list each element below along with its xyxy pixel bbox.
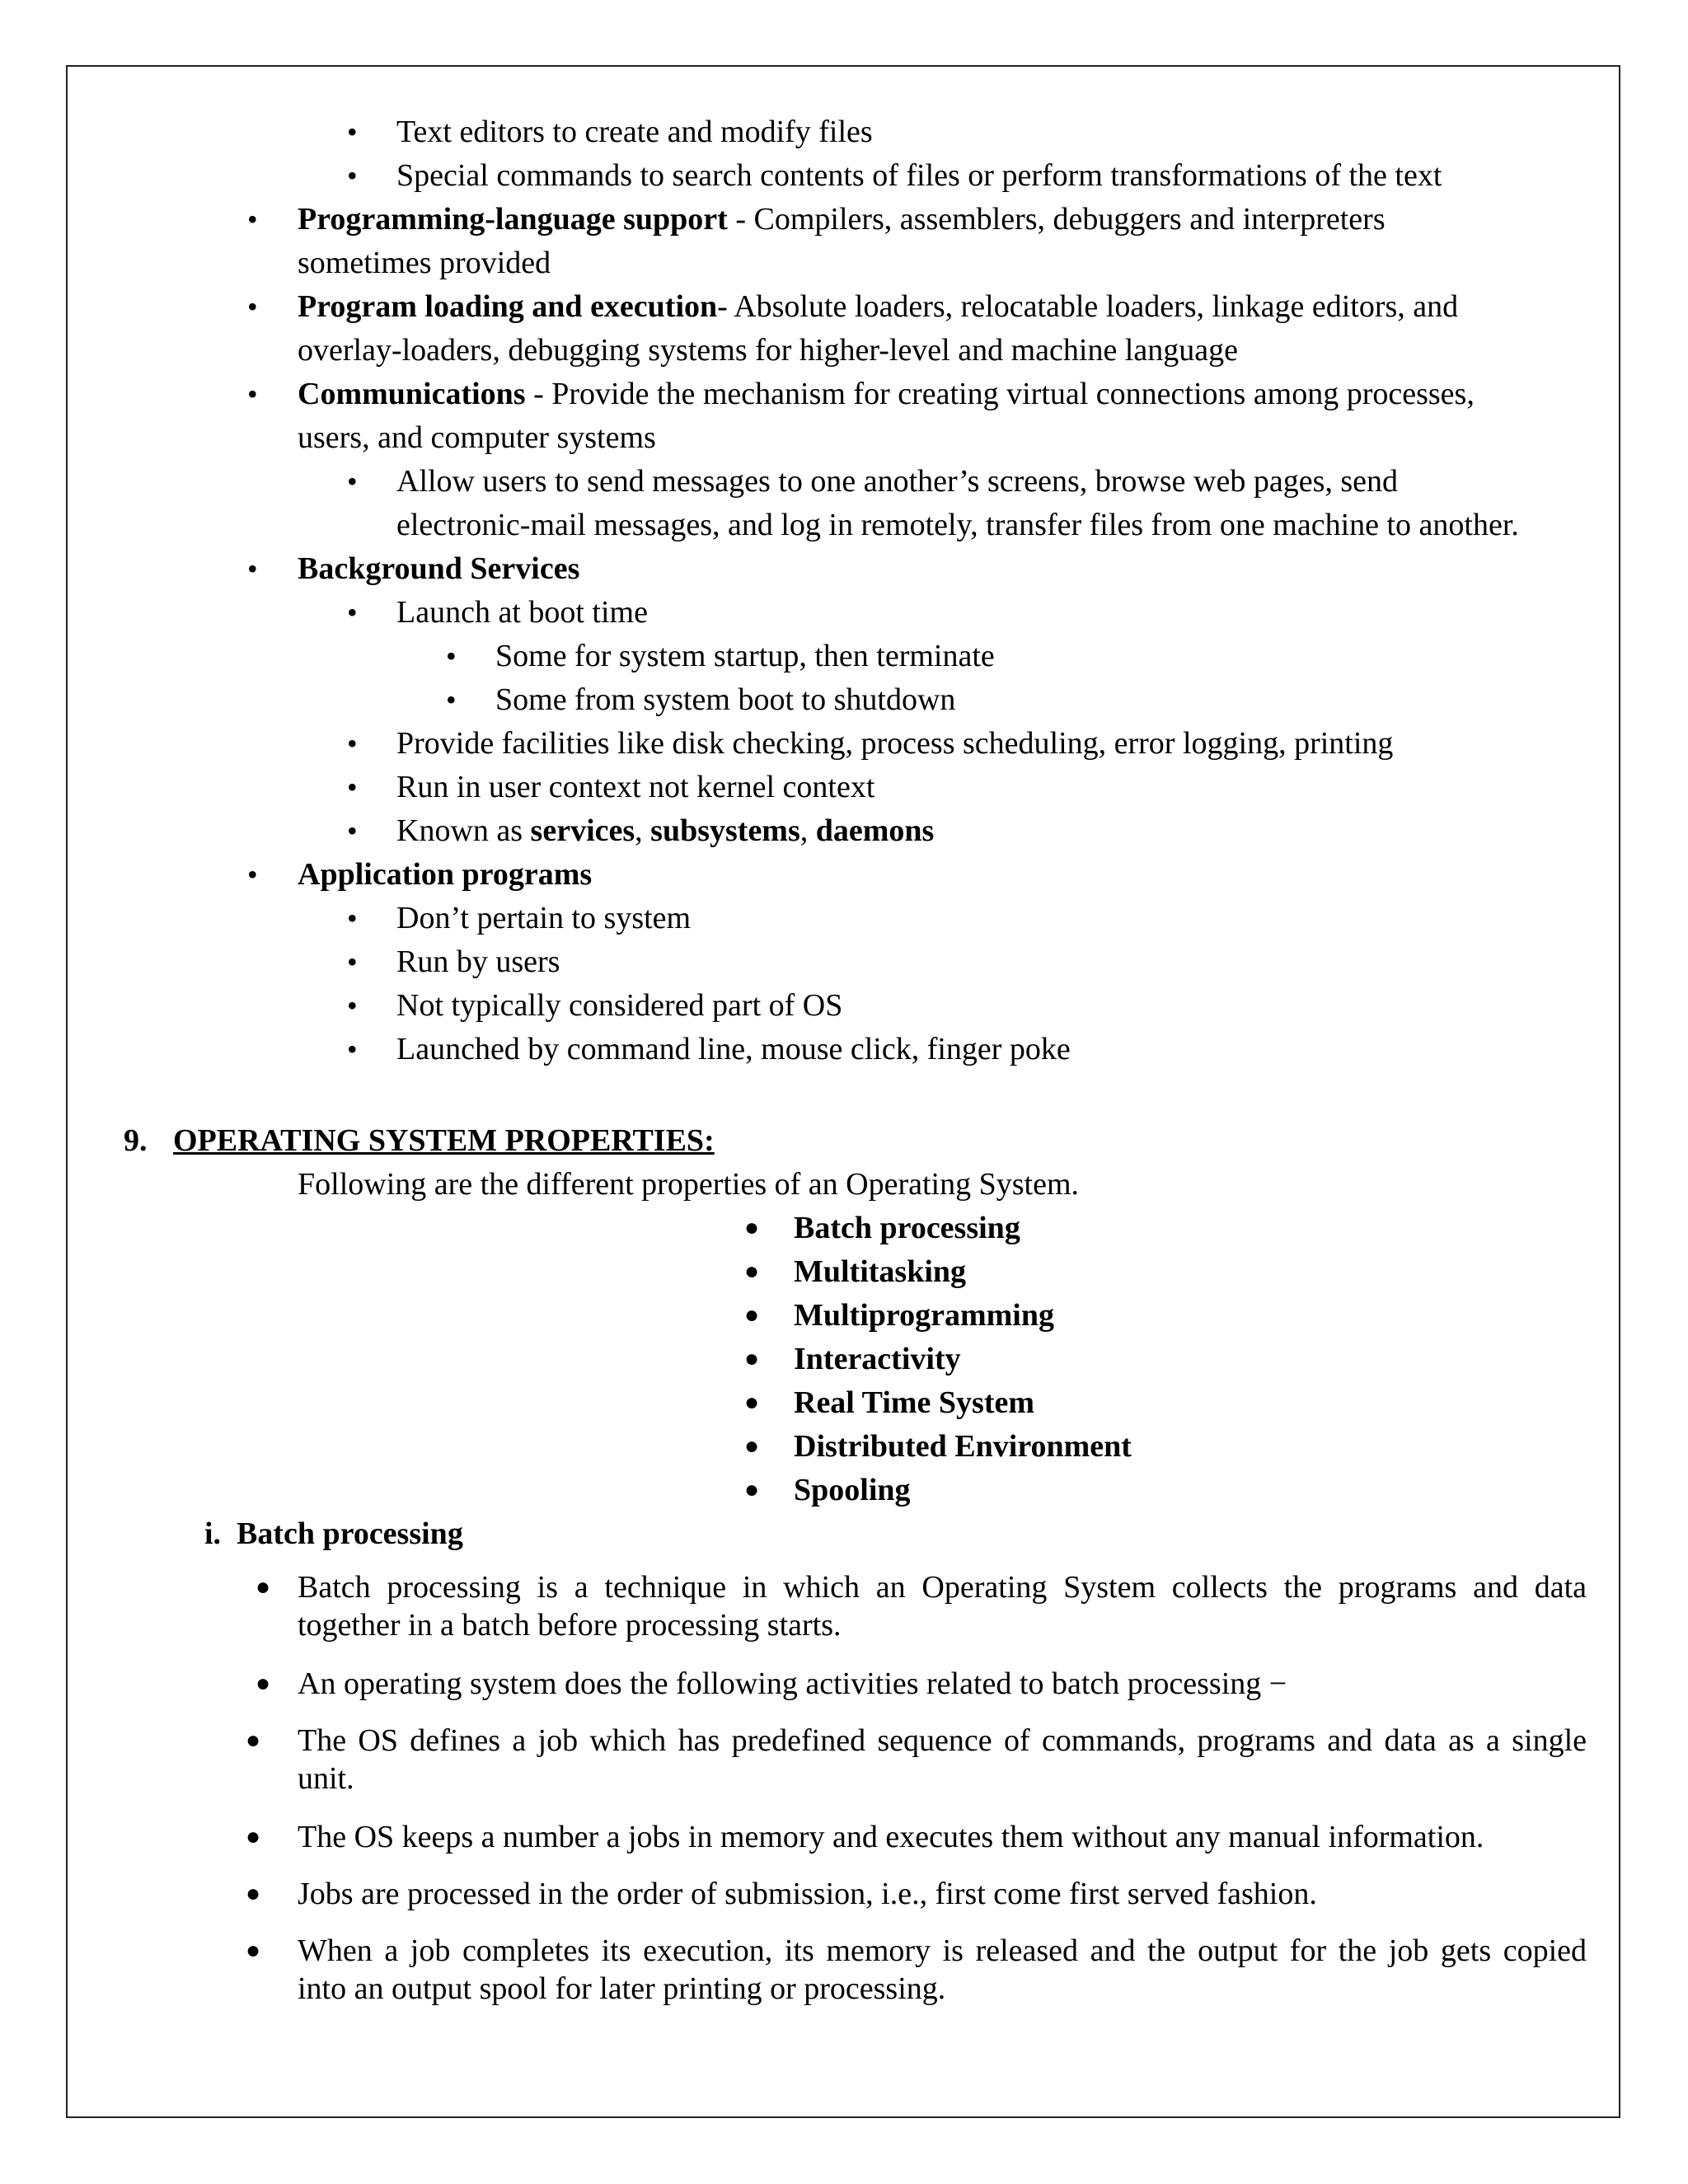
list-item: Launched by command line, mouse click, finger poke [396, 1032, 1071, 1066]
item-title: Communications [298, 377, 526, 411]
bullet: ● [744, 1432, 760, 1460]
bullet: • [247, 858, 258, 891]
paragraph-line: An operating system does the following activities related to batch processing − [298, 1666, 1287, 1701]
paragraph-line: together in a batch before processing starts. [298, 1608, 842, 1643]
list-item-programming-support [298, 198, 1386, 241]
list-item-background-services: Background Services [298, 551, 580, 586]
paragraph-line: The OS defines a job which has predefined sequence of commands, programs and data as a single [298, 1723, 1587, 1758]
bullet: ● [246, 1823, 261, 1850]
list-item: Special commands to search contents of files or perform transformations of the text [396, 158, 1442, 193]
list-item: Text editors to create and modify files [396, 115, 873, 149]
item-title: Programming-language support [298, 202, 728, 237]
list-item: Some from system boot to shutdown [495, 682, 956, 717]
keyword: daemons [815, 813, 935, 848]
property-item: Spooling [794, 1473, 911, 1507]
bullet: • [247, 377, 258, 410]
bullet: • [347, 902, 358, 935]
bullet: • [347, 596, 358, 629]
bullet: ● [744, 1258, 760, 1285]
bullet: • [347, 465, 358, 498]
list-item-known-as [396, 809, 934, 852]
item-text: - Provide the mechanism for creating virtual connections among processes, [525, 377, 1475, 411]
list-item-communications [298, 373, 1475, 415]
item-text: - Compilers, assemblers, debuggers and interpreters [727, 202, 1386, 237]
bullet: • [347, 727, 358, 760]
bullet: ● [744, 1345, 760, 1372]
bullet: ● [744, 1389, 760, 1416]
bullet: • [247, 552, 258, 585]
bullet: • [347, 945, 358, 978]
item-text: - Absolute loaders, relocatable loaders, linkage editors, and [717, 289, 1459, 324]
bullet: ● [744, 1301, 760, 1329]
section-intro: Following are the different properties of an Operating System. [298, 1167, 1079, 1202]
list-item: Not typically considered part of OS [396, 988, 843, 1023]
bullet: • [347, 159, 358, 192]
separator: , [635, 813, 651, 848]
bullet: • [347, 814, 358, 847]
paragraph-line: Batch processing is a technique in which an Operating System collects the programs and data [298, 1570, 1587, 1605]
property-item: Real Time System [794, 1385, 1035, 1420]
list-item-program-loading [298, 285, 1458, 328]
property-item: Multiprogramming [794, 1298, 1054, 1333]
paragraph-line: When a job completes its execution, its memory is released and the output for the job gets copied [298, 1933, 1587, 1968]
text: Known as [396, 813, 531, 848]
bullet: • [347, 771, 358, 804]
bullet: ● [744, 1476, 760, 1503]
bullet: • [247, 203, 258, 236]
bullet: • [347, 115, 358, 148]
bullet: • [446, 683, 457, 716]
bullet: ● [246, 1727, 261, 1754]
property-item: Batch processing [794, 1211, 1020, 1245]
list-item: Launch at boot time [396, 595, 648, 630]
keyword: subsystems [650, 813, 800, 848]
bullet: ● [744, 1214, 760, 1241]
paragraph-line: Jobs are processed in the order of submission, i.e., first come first served fashion. [298, 1877, 1317, 1911]
bullet: • [347, 989, 358, 1022]
paragraph-line: into an output spool for later printing or processing. [298, 1971, 946, 2006]
bullet: ● [246, 1937, 261, 1964]
list-item: Don’t pertain to system [396, 901, 692, 935]
bullet: ● [256, 1573, 271, 1601]
bullet: • [347, 1033, 358, 1066]
property-item: Distributed Environment [794, 1429, 1132, 1464]
list-item: Some for system startup, then terminate [495, 639, 995, 673]
list-item: Run by users [396, 944, 560, 979]
item-text-continuation: electronic-mail messages, and log in remotely, transfer files from one machine to another. [396, 508, 1519, 542]
list-item: Run in user context not kernel context [396, 770, 875, 804]
bullet: • [247, 290, 258, 323]
property-item: Interactivity [794, 1342, 961, 1376]
keyword: services [530, 813, 635, 848]
item-text-continuation: sometimes provided [298, 246, 551, 280]
bullet: ● [246, 1880, 261, 1907]
section-number: 9. [124, 1123, 148, 1158]
bullet: • [446, 640, 457, 673]
list-item: Provide facilities like disk checking, process scheduling, error logging, printing [396, 726, 1394, 761]
list-item: Allow users to send messages to one another’s screens, browse web pages, send [396, 464, 1399, 499]
paragraph-line: The OS keeps a number a jobs in memory and executes them without any manual information. [298, 1820, 1484, 1854]
separator: , [799, 813, 816, 848]
bullet: ● [256, 1670, 271, 1697]
property-item: Multitasking [794, 1254, 967, 1289]
list-item-application-programs: Application programs [298, 857, 593, 892]
subsection-title: Batch processing [237, 1516, 463, 1551]
item-title: Program loading and execution [298, 289, 718, 324]
item-text-continuation: users, and computer systems [298, 420, 656, 455]
section-heading: OPERATING SYSTEM PROPERTIES: [173, 1123, 715, 1158]
paragraph-line: unit. [298, 1761, 354, 1796]
item-text-continuation: overlay-loaders, debugging systems for higher-level and machine language [298, 333, 1238, 368]
subsection-label: i. [204, 1516, 222, 1551]
